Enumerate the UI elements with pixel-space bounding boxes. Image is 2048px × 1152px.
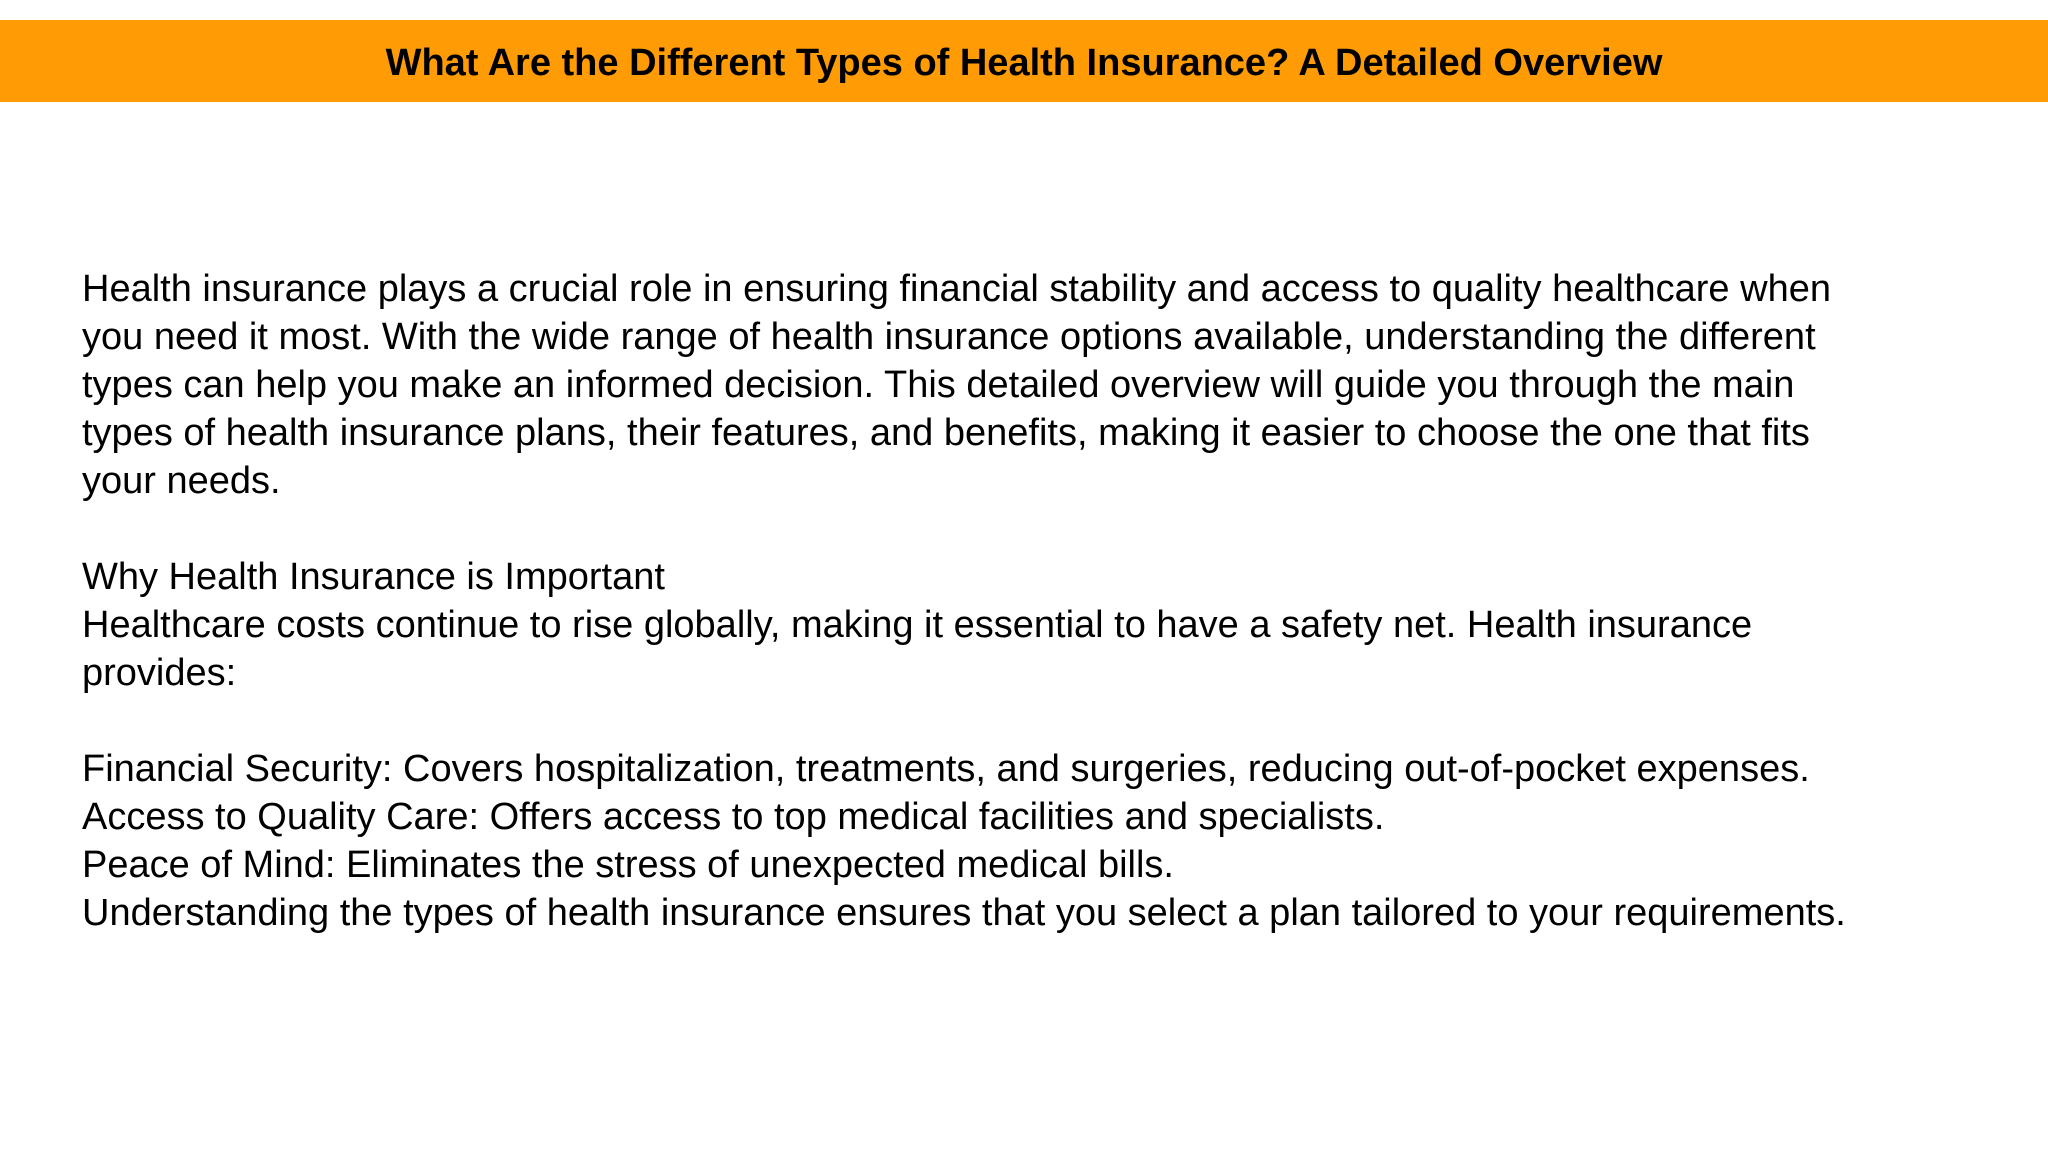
intro-paragraph	[82, 265, 2002, 505]
intro-line: you need it most. With the wide range of health insurance options available, understanding the different	[82, 316, 1816, 358]
benefit-item: Financial Security: Covers hospitalization, treatments, and surgeries, reducing out-of-pocket expenses.	[82, 748, 1810, 790]
benefit-item: Access to Quality Care: Offers access to top medical facilities and specialists.	[82, 796, 1385, 838]
closing-line: Understanding the types of health insurance ensures that you select a plan tailored to your requirements.	[82, 892, 1846, 934]
paragraph-gap	[82, 697, 2002, 745]
intro-line: types can help you make an informed decision. This detailed overview will guide you through the main	[82, 364, 1795, 406]
benefit-item: Peace of Mind: Eliminates the stress of unexpected medical bills.	[82, 844, 1174, 886]
title-banner	[0, 20, 2048, 102]
why-line: Healthcare costs continue to rise globally, making it essential to have a safety net. Health insurance	[82, 604, 1753, 646]
benefits-list	[82, 745, 2002, 937]
why-section	[82, 553, 2002, 697]
why-line: provides:	[82, 652, 237, 694]
paragraph-gap	[82, 505, 2002, 553]
intro-line: your needs.	[82, 460, 281, 502]
intro-line: types of health insurance plans, their features, and benefits, making it easier to choose the one that fits	[82, 412, 1810, 454]
intro-line: Health insurance plays a crucial role in ensuring financial stability and access to quality healthcare when	[82, 268, 1831, 310]
section-heading: Why Health Insurance is Important	[82, 556, 665, 598]
page-title: What Are the Different Types of Health Insurance? A Detailed Overview	[385, 41, 1663, 84]
article-body	[82, 265, 2002, 937]
